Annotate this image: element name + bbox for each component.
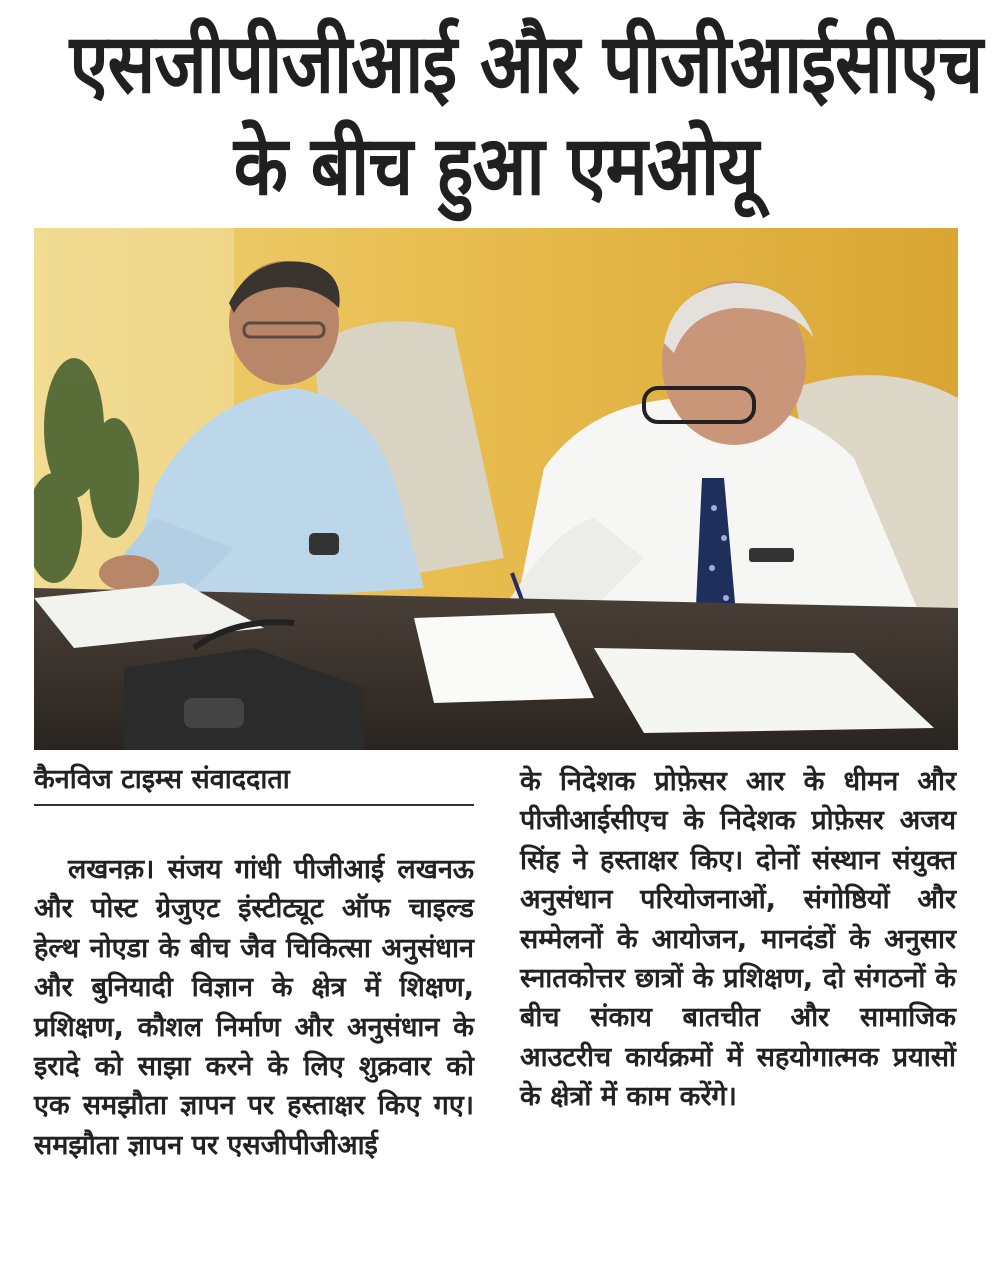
headline-line-1: एसजीपीजीआई और पीजीआईसीएच <box>69 17 983 112</box>
article-body-left: लखनक़। संजय गांधी पीजीआई लखनऊ और पोस्ट ग्रेजुएट इंस्टीट्यूट ऑफ चाइल्ड हेल्थ नोएडा के बीच जैव चिकित्सा अनुसंधान और बुनियादी विज्ञान के क्षेत्र में शिक्षण, प्रशिक्षण, कौशल निर्माण और अनुसंधान के इरादे को साझा करने के लिए शुक्रवार को एक समझौता ज्ञापन पर हस्ताक्षर किए गए। समझौता ज्ञापन पर एसजीपीजीआई <box>34 854 474 1161</box>
news-photo <box>34 228 958 750</box>
byline: कैनविज टाइम्स संवाददाता <box>34 762 474 806</box>
photo-illustration <box>34 228 958 750</box>
headline <box>69 14 983 218</box>
headline-line-2: के बीच हुआ एमओयू <box>233 119 759 214</box>
article-body-right: के निदेशक प्रोफ़ेसर आर के धीमन और पीजीआईसीएच के निदेशक प्रोफ़ेसर अजय सिंह ने हस्ताक्षर किए। दोनों संस्थान संयुक्त अनुसंधान परियोजनाओं, संगोष्ठियों और सम्मेलनों के आयोजन, मानदंडों के अनुसार स्नातकोत्तर छात्रों के प्रशिक्षण, दो संगठनों के बीच संकाय बातचीत और सामाजिक आउटरीच कार्यक्रमों में सहयोगात्मक प्रयासों के क्षेत्रों में काम करेंगे। <box>520 766 956 1113</box>
